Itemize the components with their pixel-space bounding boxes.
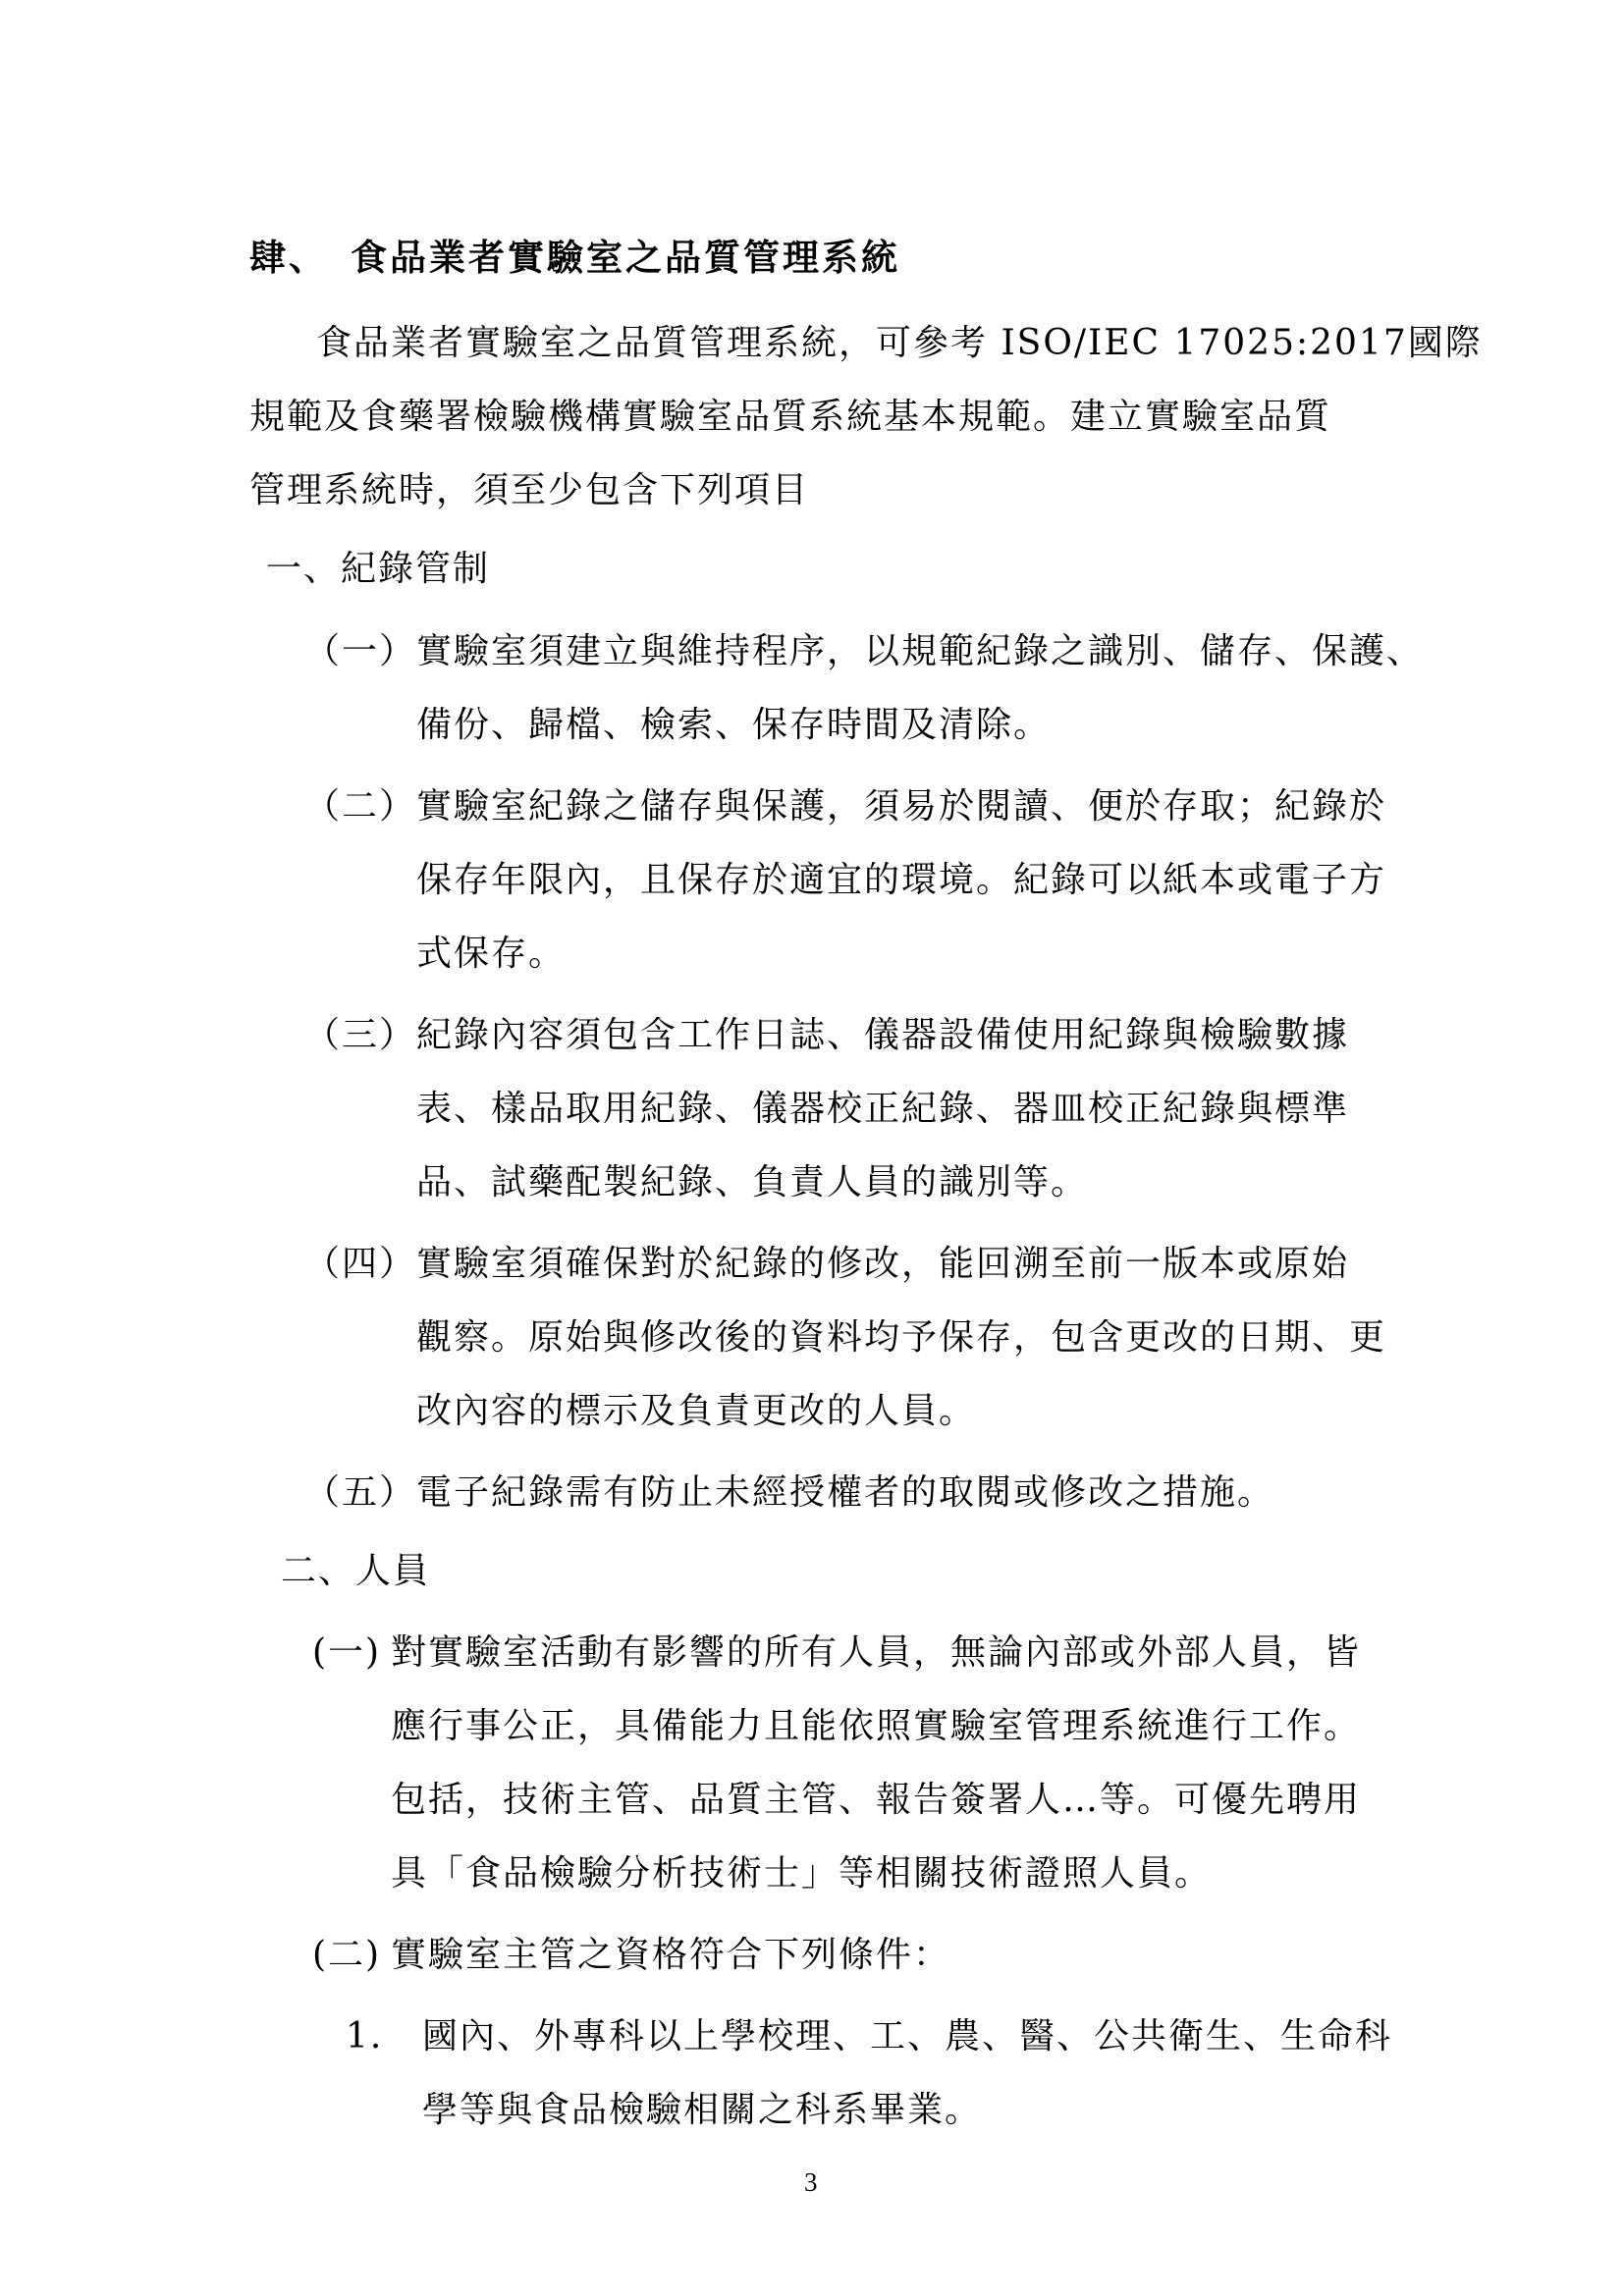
item-line: 備份、歸檔、檢索、保存時間及清除。: [416, 705, 1052, 745]
item-line: 觀察。原始與修改後的資料均予保存，包含更改的日期、更: [416, 1317, 1387, 1358]
item-line: 式保存。: [416, 934, 567, 974]
item-line: 對實驗室活動有影響的所有人員，無論內部或外部人員，皆: [391, 1632, 1362, 1673]
item-label: （四）: [304, 1244, 417, 1284]
item-line: 改內容的標示及負責更改的人員。: [416, 1391, 977, 1431]
subsection-title: 一、紀錄管制: [266, 549, 491, 589]
item-line: 電子紀錄需有防止未經授權者的取閱或修改之措施。: [416, 1472, 1275, 1513]
intro-line: 管理系統時，須至少包含下列項目: [249, 470, 810, 510]
item-line: 品、試藥配製紀錄、負責人員的識別等。: [416, 1162, 1089, 1202]
item-line: 實驗室須確保對於紀錄的修改，能回溯至前一版本或原始: [416, 1244, 1350, 1284]
page-number: 3: [804, 2167, 818, 2197]
subsection-title: 二、人員: [281, 1551, 431, 1591]
item-line: 實驗室須建立與維持程序，以規範紀錄之識別、儲存、保護、: [416, 631, 1425, 671]
subitem-line: 國內、外專科以上學校理、工、農、醫、公共衛生、生命科: [422, 2016, 1393, 2056]
item-line: 實驗室主管之資格符合下列條件：: [391, 1935, 951, 1975]
item-line: 表、樣品取用紀錄、儀器校正紀錄、器皿校正紀錄與標準: [416, 1089, 1350, 1129]
section-title: 食品業者實驗室之品質管理系統: [351, 236, 900, 279]
intro-line: 食品業者實驗室之品質管理系統，可參考 ISO/IEC 17025:2017國際: [316, 323, 1483, 363]
subitem-label: 1.: [346, 2016, 384, 2056]
item-line: 保存年限內，且保存於適宜的環境。紀錄可以紙本或電子方: [416, 860, 1387, 900]
item-line: 包括，技術主管、品質主管、報告簽署人…等。可優先聘用: [391, 1780, 1362, 1820]
item-line: 具「食品檢驗分析技術士」等相關技術證照人員。: [391, 1853, 1213, 1894]
item-line: 紀錄內容須包含工作日誌、儀器設備使用紀錄與檢驗數據: [416, 1015, 1350, 1055]
item-label: （三）: [304, 1015, 417, 1055]
section-number: 肆、: [249, 236, 328, 279]
intro-line: 規範及食藥署檢驗機構實驗室品質系統基本規範。建立實驗室品質: [249, 397, 1332, 437]
item-label: （二）: [304, 786, 417, 827]
item-label: （一）: [304, 631, 417, 671]
item-label: （五）: [304, 1472, 417, 1513]
item-label: (一): [312, 1632, 382, 1673]
item-line: 應行事公正，具備能力且能依照實驗室管理系統進行工作。: [391, 1706, 1362, 1746]
subitem-line: 學等與食品檢驗相關之科系畢業。: [422, 2090, 983, 2130]
item-label: (二): [312, 1935, 382, 1975]
item-line: 實驗室紀錄之儲存與保護，須易於閱讀、便於存取；紀錄於: [416, 786, 1387, 827]
